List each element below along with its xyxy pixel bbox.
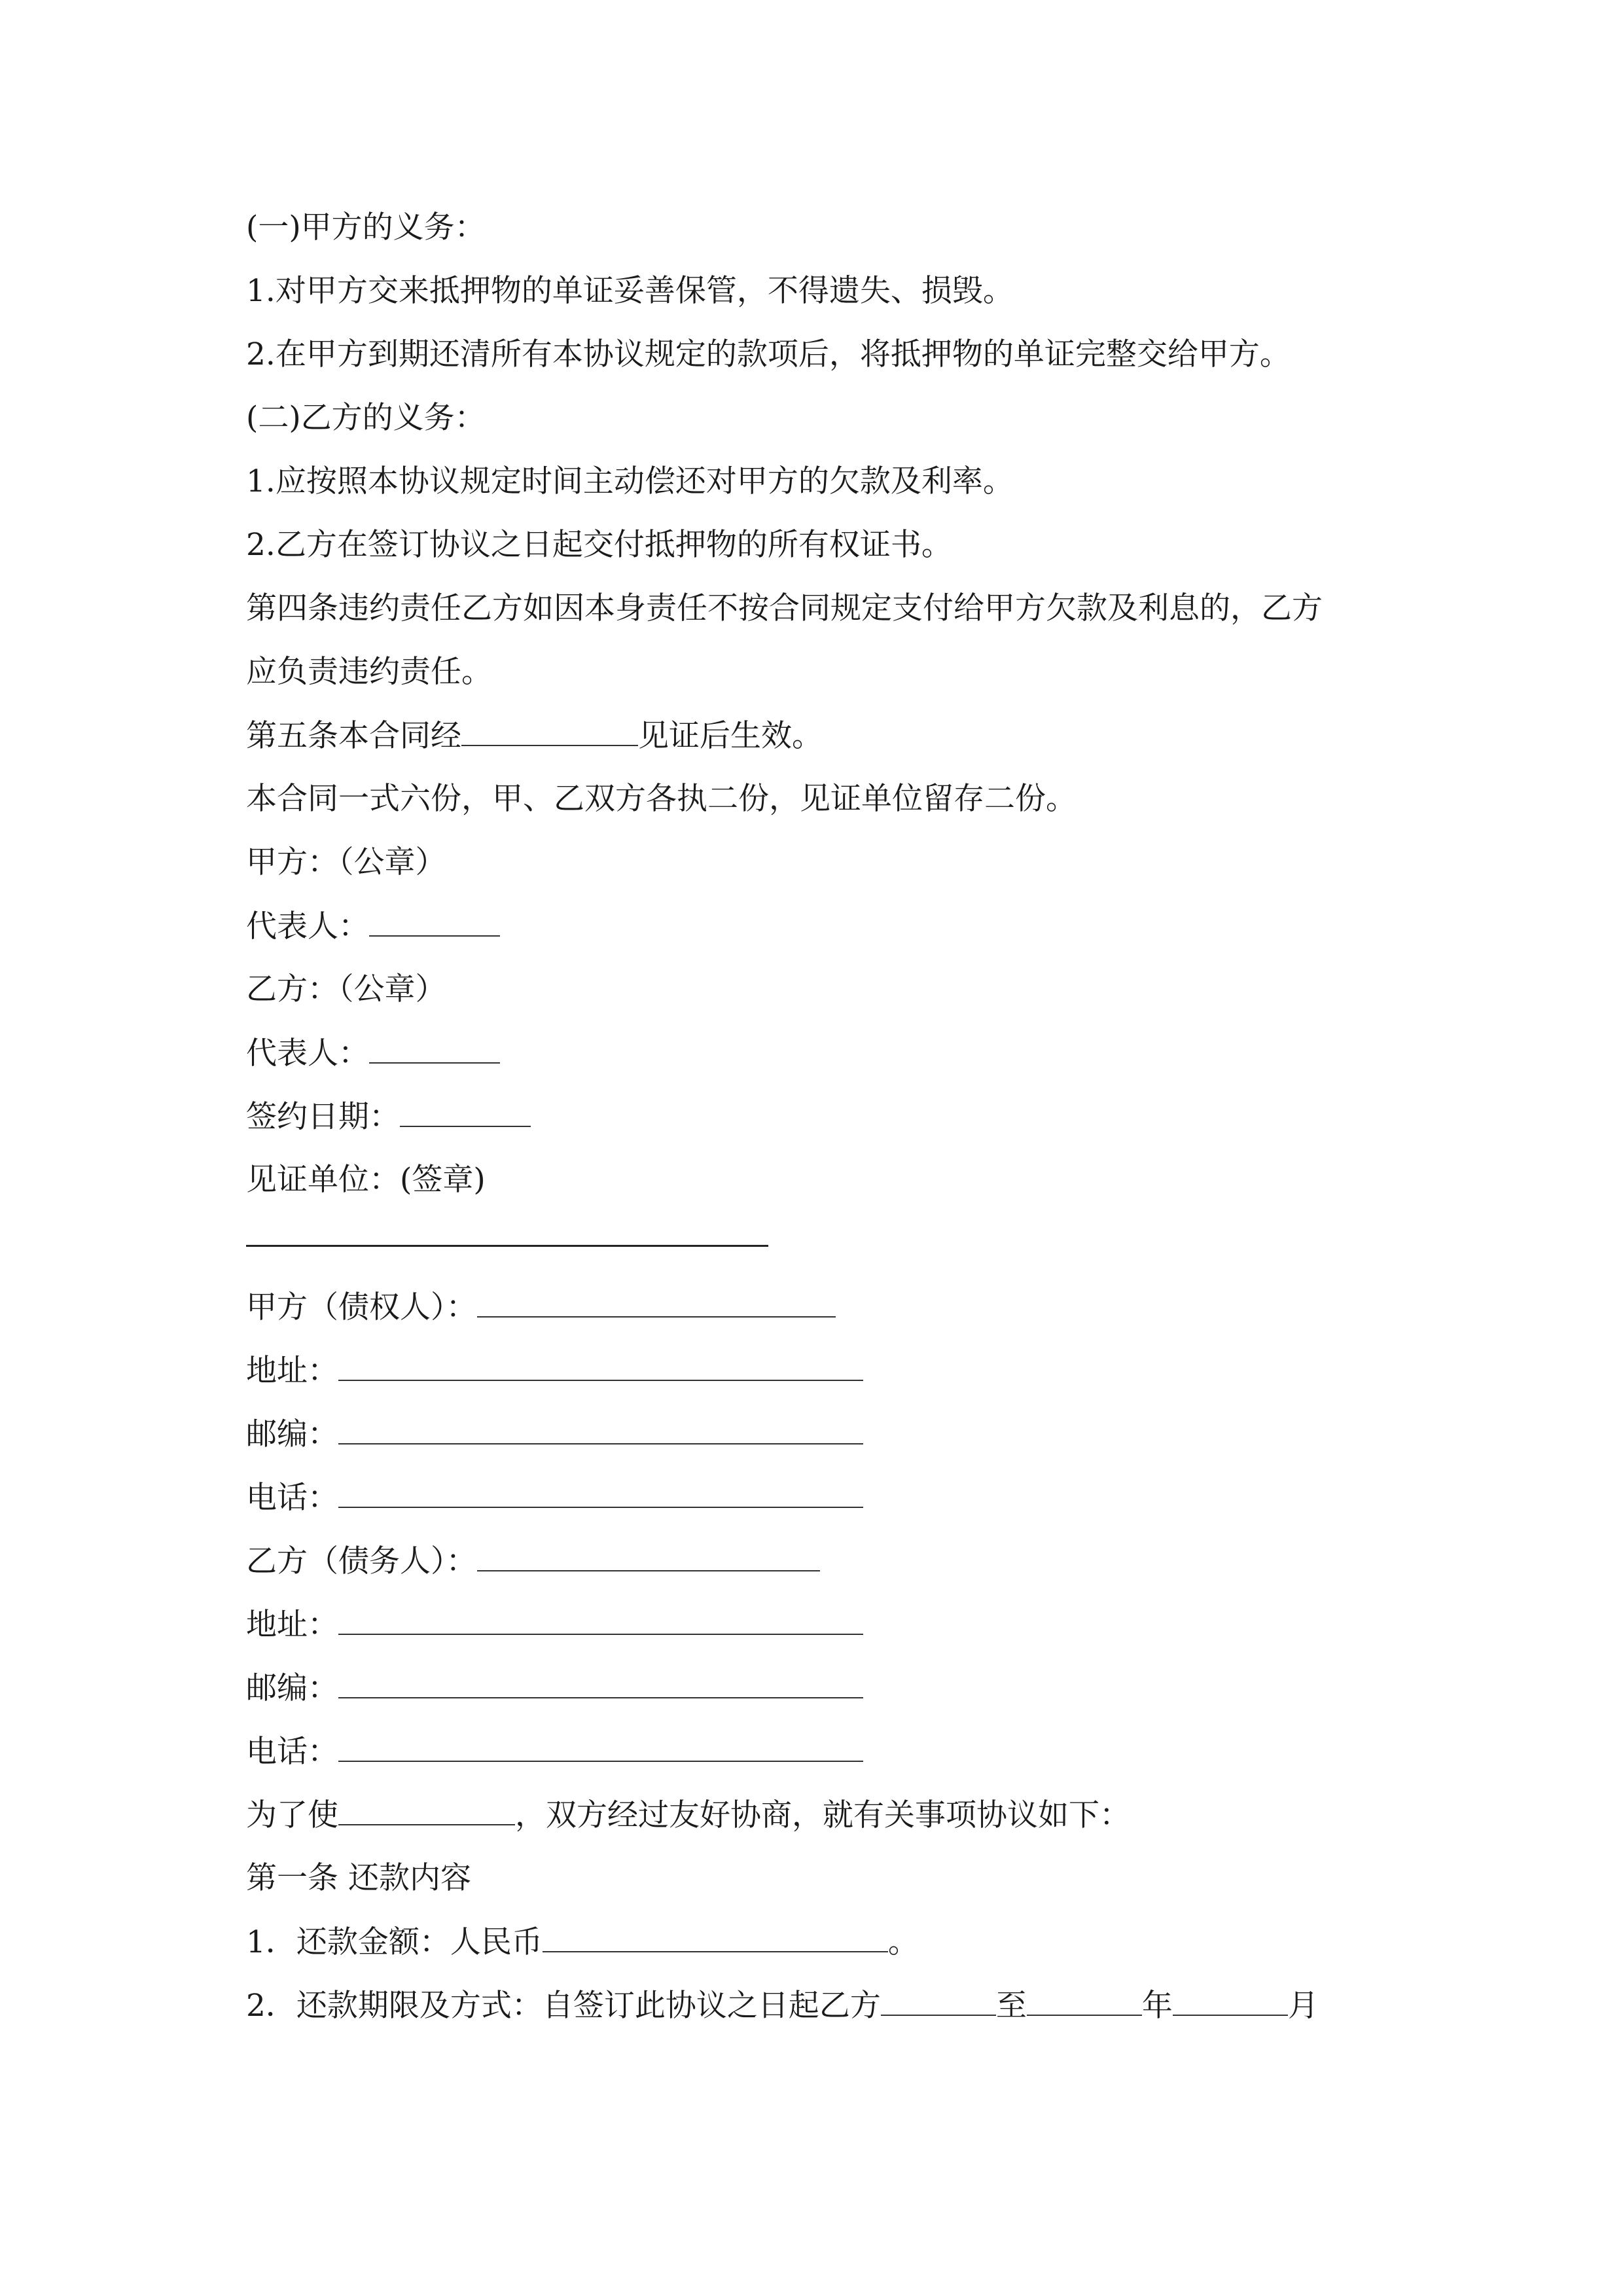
party-b-seal-label: 乙方：（公章）: [246, 971, 446, 1007]
month-blank[interactable]: [1173, 1986, 1288, 2016]
purpose-clause: [246, 1795, 1130, 1835]
field-label: 电话：: [246, 1734, 338, 1770]
clause-text: 月: [1287, 1988, 1319, 2024]
clause-text: 第四条违约责任乙方如因本身责任不按合同规定支付给甲方欠款及利息的，乙方: [246, 590, 1323, 626]
debtor-phone-field: [246, 1732, 863, 1771]
clause-text: 年: [1141, 1988, 1173, 2024]
clause-text: 应负责违约责任。: [246, 654, 492, 690]
witness-unit-label: 见证单位：(签章): [246, 1162, 486, 1198]
field-label: 签约日期：: [246, 1099, 400, 1135]
party-a-representative: [246, 906, 500, 946]
clause-text: 本合同一式六份，甲、乙双方各执二份，见证单位留存二份。: [246, 781, 1077, 817]
clause-text: 2．还款期限及方式：自签订此协议之日起乙方: [246, 1988, 881, 2024]
clause-text: ，双方经过友好协商，就有关事项协议如下：: [515, 1797, 1130, 1833]
debtor-address-field: [246, 1605, 863, 1644]
term-blank[interactable]: [881, 1986, 996, 2016]
creditor-postcode-field: [246, 1414, 863, 1454]
representative-blank[interactable]: [369, 906, 500, 937]
field-label: 甲方（债权人）：: [246, 1289, 477, 1325]
clause-text: 2.在甲方到期还清所有本协议规定的款项后，将抵押物的单证完整交给甲方。: [246, 336, 1291, 372]
separator-line: [246, 1245, 768, 1247]
date-blank[interactable]: [400, 1097, 531, 1127]
clause-effective: [246, 716, 823, 755]
clause-text: 2.乙方在签订协议之日起交付抵押物的所有权证书。: [246, 527, 952, 563]
clause-text: 1．还款金额：人民币: [246, 1924, 543, 1960]
clause-text: 。: [887, 1924, 919, 1960]
field-label: 代表人：: [246, 908, 369, 944]
debtor-name-field: [246, 1541, 820, 1581]
creditor-phone-field: [246, 1478, 863, 1517]
party-a-seal-label: 甲方：（公章）: [246, 844, 446, 880]
clause-text: 至: [995, 1988, 1027, 2024]
clause-text: 见证后生效。: [638, 718, 823, 754]
amount-blank[interactable]: [543, 1922, 888, 1952]
repayment-term: [246, 1986, 1319, 2025]
article-one-heading: 第一条 还款内容: [246, 1860, 471, 1896]
phone-blank[interactable]: [338, 1478, 863, 1508]
clause-party-b-duties-heading: (二)乙方的义务：: [246, 400, 486, 436]
purpose-blank[interactable]: [338, 1795, 515, 1825]
clause-text: 为了使: [246, 1797, 338, 1833]
clause-text: 1.应按照本协议规定时间主动偿还对甲方的欠款及利率。: [246, 463, 1014, 499]
field-label: 代表人：: [246, 1035, 369, 1071]
address-blank[interactable]: [338, 1351, 863, 1381]
field-label: 邮编：: [246, 1670, 338, 1706]
debtor-postcode-field: [246, 1668, 863, 1708]
field-label: 电话：: [246, 1480, 338, 1516]
year-blank[interactable]: [1027, 1986, 1142, 2016]
field-label: 地址：: [246, 1353, 338, 1389]
address-blank[interactable]: [338, 1605, 863, 1635]
creditor-address-field: [246, 1351, 863, 1390]
postcode-blank[interactable]: [338, 1414, 863, 1444]
party-b-representative: [246, 1033, 500, 1073]
postcode-blank[interactable]: [338, 1668, 863, 1698]
creditor-name-field: [246, 1287, 836, 1327]
field-label: 邮编：: [246, 1416, 338, 1452]
representative-blank[interactable]: [369, 1033, 500, 1064]
debtor-blank[interactable]: [477, 1541, 820, 1571]
field-label: 地址：: [246, 1607, 338, 1643]
witness-blank[interactable]: [461, 716, 638, 746]
clause-text: 第五条本合同经: [246, 718, 461, 754]
phone-blank[interactable]: [338, 1732, 863, 1762]
creditor-blank[interactable]: [477, 1287, 836, 1318]
clause-text: 1.对甲方交来抵押物的单证妥善保管，不得遗失、损毁。: [246, 273, 1014, 309]
clause-party-a-duties-heading: (一)甲方的义务：: [246, 209, 486, 245]
signing-date: [246, 1097, 531, 1136]
repayment-amount: [246, 1922, 919, 1962]
field-label: 乙方（债务人）：: [246, 1543, 477, 1579]
